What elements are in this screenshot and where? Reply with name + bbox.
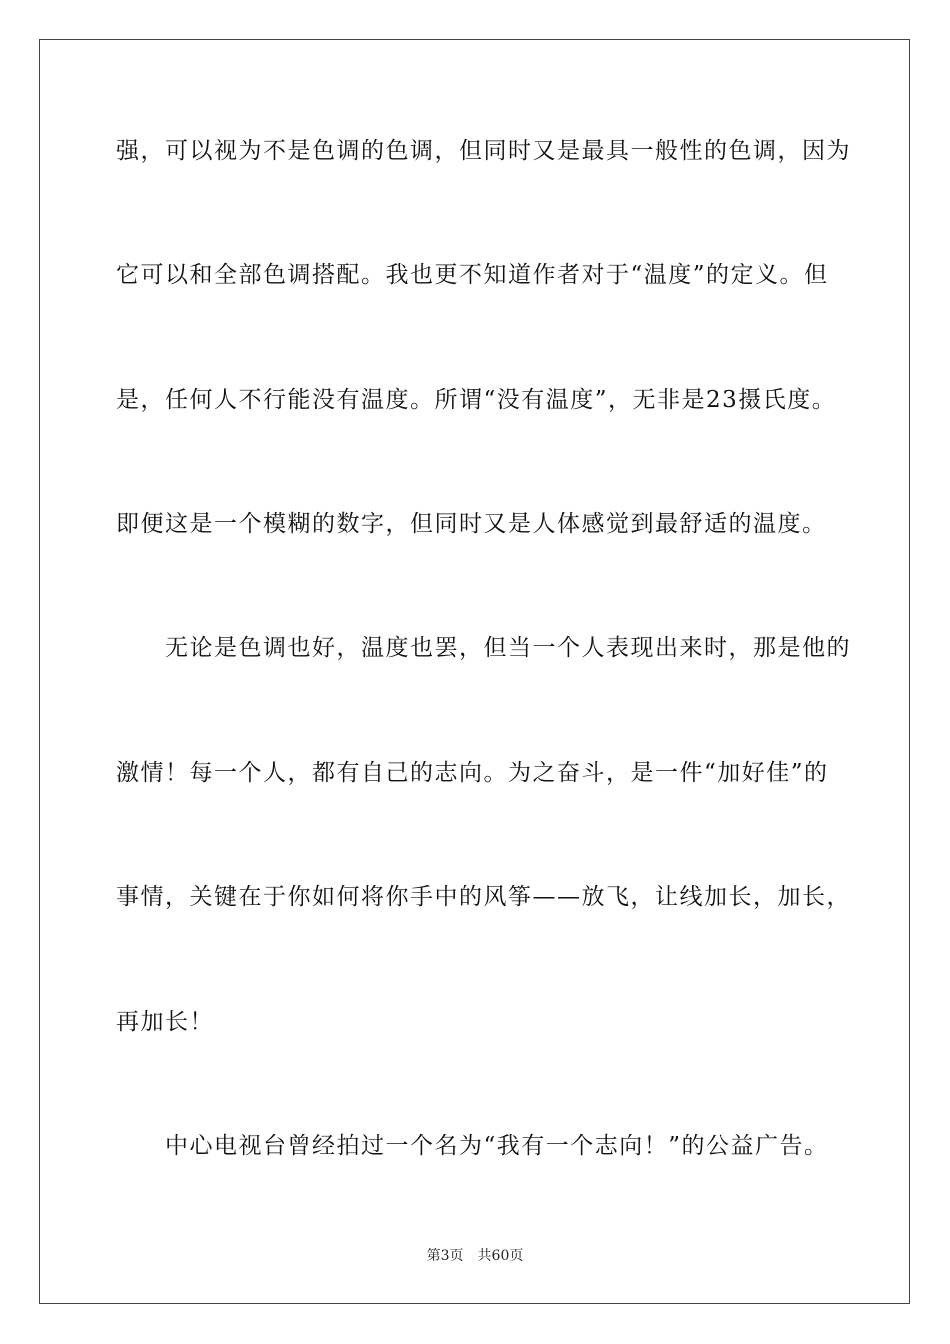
page-footer bbox=[0, 1247, 950, 1265]
body-line-6: 激情！每一个人，都有自己的志向。为之奋斗，是一件“加好佳”的 bbox=[116, 760, 829, 786]
page-border bbox=[39, 39, 910, 1304]
body-line-5: 无论是色调也好，温度也罢，但当一个人表现出来时，那是他的 bbox=[116, 635, 851, 661]
body-line-9: 中心电视台曾经拍过一个名为“我有一个志向！”的公益广告。 bbox=[116, 1133, 829, 1159]
page-number-total: 共60页 bbox=[477, 1248, 524, 1264]
body-line-3: 是，任何人不行能没有温度。所谓“没有温度”，无非是23摄氏度。 bbox=[116, 387, 837, 413]
body-line-1: 强，可以视为不是色调的色调，但同时又是最具一般性的色调，因为 bbox=[116, 138, 851, 164]
body-line-8: 再加长！ bbox=[116, 1009, 214, 1035]
body-line-2: 它可以和全部色调搭配。我也更不知道作者对于“温度”的定义。但 bbox=[116, 262, 829, 288]
body-line-7: 事情，关键在于你如何将你手中的风筝——放飞，让线加长，加长， bbox=[116, 884, 851, 910]
body-line-4: 即便这是一个模糊的数字，但同时又是人体感觉到最舒适的温度。 bbox=[116, 511, 827, 537]
page-number-current: 第3页 bbox=[426, 1248, 464, 1264]
